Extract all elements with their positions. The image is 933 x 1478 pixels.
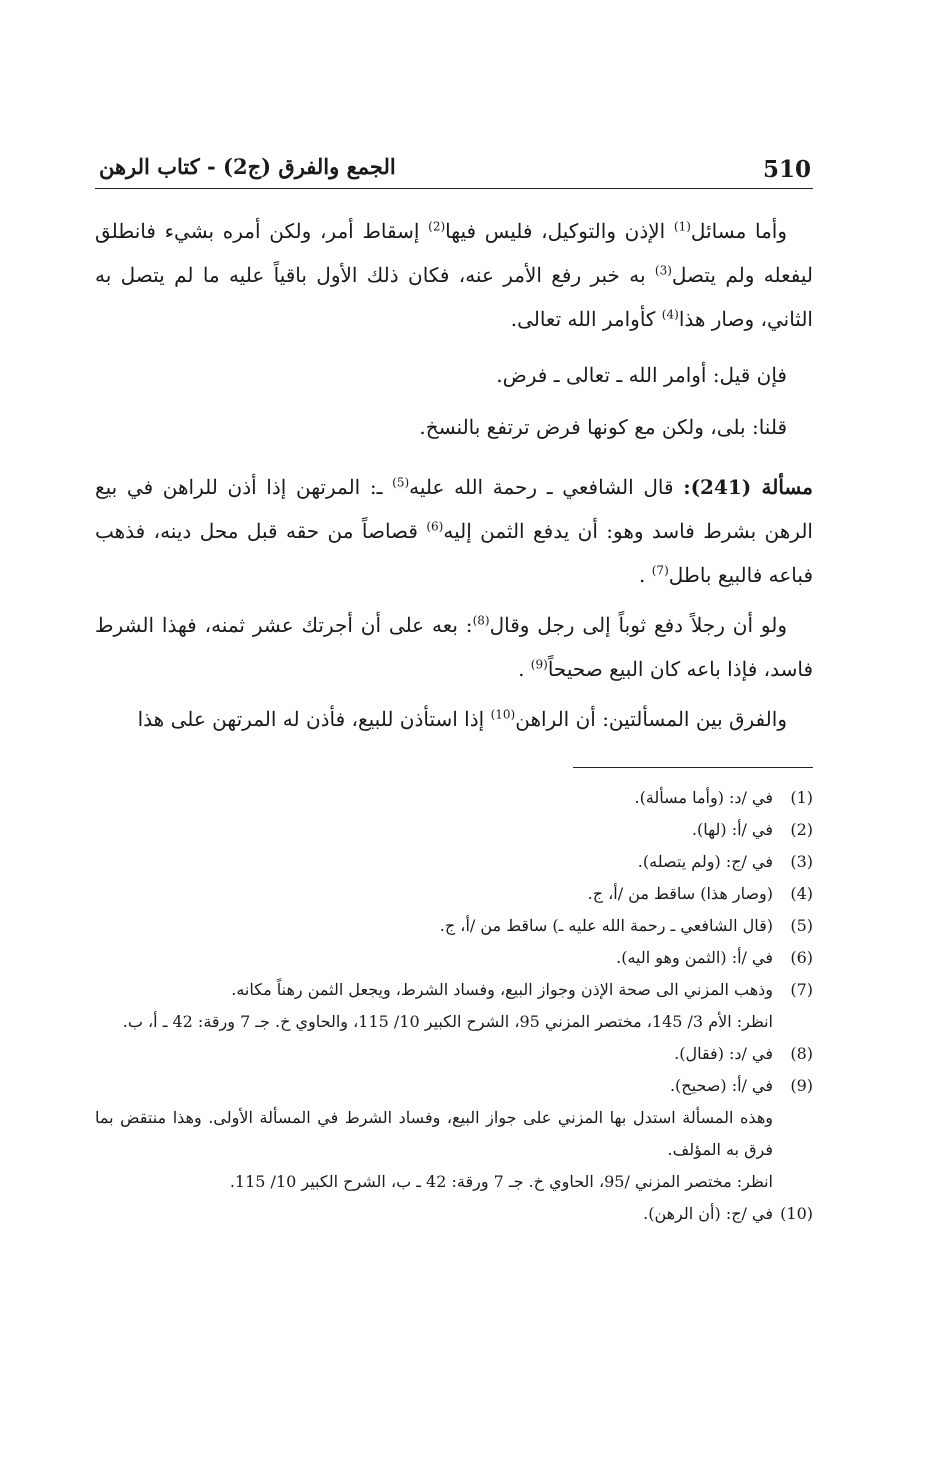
footnote-ref-7: (7) — [651, 563, 669, 578]
footnote-number: (6) — [790, 948, 813, 967]
objection-line: فإن قيل: أوامر الله ـ تعالى ـ فرض. — [496, 363, 787, 387]
page-header — [95, 140, 813, 189]
page-number: 510 — [762, 156, 811, 183]
footnote-line: في /ج: (ولم يتصله). — [637, 852, 773, 871]
paragraph-1: وأما مسائل$^{(1)}$ الإذن والتوكيل، فليس فيها$^{(2)}$ إسقاط أمر، ولكن أمره بشيء فانطلق ليفعله ولم يتصل$^{(3)}$ به خبر رفع الأمر عنه، فكان ذلك الأول باقياً عليه ما لم يتصل به الثاني، وصار هذا$^{(4)}$ كأوامر الله تعالى. — [95, 219, 813, 331]
footnote-number: (10) — [780, 1204, 813, 1223]
footnotes — [95, 782, 813, 1230]
footnote-ref-10: (10) — [490, 707, 516, 722]
footnote-text — [95, 878, 773, 910]
footnote-item — [95, 1070, 813, 1102]
running-title: الجمع والفرق (ج2) - كتاب الرهن — [99, 154, 396, 179]
footnote-item — [95, 1038, 813, 1070]
footnote-line: انظر: مختصر المزني /95، الحاوي خ. جـ 7 ورقة: 42 ـ ب، الشرح الكبير 10/ 115. — [229, 1172, 773, 1191]
footnote-item — [95, 942, 813, 974]
footnote-number: (1) — [790, 788, 813, 807]
footnote-number: (3) — [790, 852, 813, 871]
footnote-number: (9) — [790, 1076, 813, 1095]
footnote-line: في /د: (فقال). — [674, 1044, 773, 1063]
footnote-number: (8) — [790, 1044, 813, 1063]
footnote-line: وهذه المسألة استدل بها المزني على جواز البيع، وفساد الشرط في المسألة الأولى. وهذا منتقض بما فرق به المؤلف. — [95, 1108, 773, 1159]
footnote-line: وذهب المزني الى صحة الإذن وجواز البيع، وفساد الشرط، ويجعل الثمن رهناً مكانه. — [231, 980, 773, 999]
footnote-item — [95, 846, 813, 878]
footnote-text — [95, 1070, 773, 1102]
footnote-ref-1: (1) — [673, 219, 691, 234]
footnote-number: (4) — [790, 884, 813, 903]
footnote-item — [95, 1198, 813, 1230]
footnote-divider — [573, 767, 813, 768]
footnote-line: في /أ: (صحيح). — [669, 1076, 773, 1095]
footnote-item — [95, 1102, 813, 1198]
footnote-number: (5) — [790, 916, 813, 935]
issue-label: مسألة (241): — [683, 475, 813, 499]
footnote-item — [95, 814, 813, 846]
footnote-line: انظر: الأم 3/ 145، مختصر المزني 95، الشرح الكبير 10/ 115، والحاوي خ. جـ 7 ورقة: 42 ـ أ، ب. — [122, 1012, 773, 1031]
footnote-text — [95, 1198, 773, 1230]
footnote-item — [95, 782, 813, 814]
footnote-number: (7) — [790, 980, 813, 999]
footnote-ref-9: (9) — [530, 657, 548, 672]
footnote-text — [95, 1102, 773, 1198]
footnote-line: في /ج: (أن الرهن). — [643, 1204, 773, 1223]
reply-line: قلنا: بلى، ولكن مع كونها فرض ترتفع بالنسخ. — [419, 415, 787, 439]
footnote-line: (قال الشافعي ـ رحمة الله عليه ـ) ساقط من /أ، ج. — [439, 916, 773, 935]
footnote-line: في /أ: (لها). — [691, 820, 773, 839]
footnote-ref-4: (4) — [661, 307, 679, 322]
footnote-text — [95, 974, 773, 1038]
footnote-item — [95, 910, 813, 942]
footnote-item — [95, 974, 813, 1038]
footnote-line: في /د: (وأما مسألة). — [634, 788, 773, 807]
footnote-ref-8: (8) — [472, 613, 490, 628]
main-text — [95, 209, 813, 741]
footnote-line: في /أ: (الثمن وهو اليه). — [616, 948, 773, 967]
footnote-text — [95, 942, 773, 974]
paragraph-3: والفرق بين المسألتين: أن الراهن$^{(10)}$ إذا استأذن للبيع، فأذن له المرتهن على هذا — [137, 707, 787, 731]
footnote-text — [95, 782, 773, 814]
book-page — [95, 140, 813, 1230]
footnote-text — [95, 910, 773, 942]
footnote-ref-2: (2) — [428, 219, 446, 234]
footnote-text — [95, 846, 773, 878]
footnote-line: (وصار هذا) ساقط من /أ، ج. — [587, 884, 773, 903]
footnote-ref-6: (6) — [426, 519, 444, 534]
paragraph-2: ولو أن رجلاً دفع ثوباً إلى رجل وقال$^{(8)}$: بعه على أن أجرتك عشر ثمنه، فهذا الشرط فاسد، فإذا باعه كان البيع صحيحاً$^{(9)}$ . — [95, 613, 813, 681]
footnote-text — [95, 1038, 773, 1070]
footnote-item — [95, 878, 813, 910]
footnote-text — [95, 814, 773, 846]
issue-241: مسألة (241): قال الشافعي ـ رحمة الله عليه$^{(5)}$ ـ: المرتهن إذا أذن للراهن في بيع الرهن بشرط فاسد وهو: أن يدفع الثمن إليه$^{(6)}$ قصاصاً من حقه قبل محل دينه، فذهب فباعه فالبيع باطل$^{(7)}$ . — [95, 475, 813, 587]
footnote-number: (2) — [790, 820, 813, 839]
footnote-ref-5: (5) — [392, 475, 410, 490]
footnote-ref-3: (3) — [654, 263, 672, 278]
